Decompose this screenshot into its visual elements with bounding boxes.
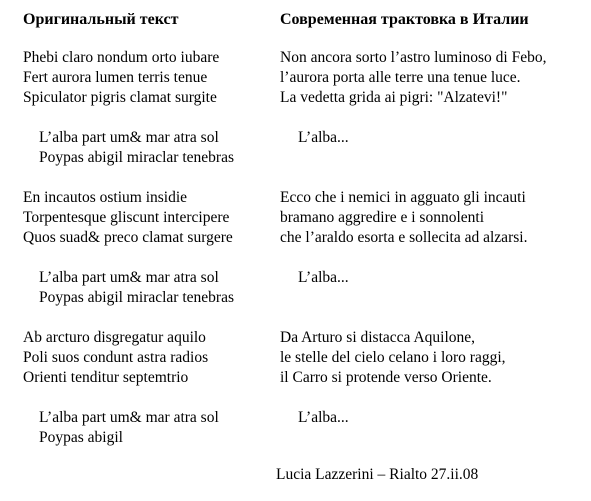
original-line: Quos suad& preco clamat surgere bbox=[23, 229, 233, 246]
original-line: Fert aurora lumen terris tenue bbox=[23, 69, 208, 86]
modern-refrain-spacer bbox=[298, 288, 585, 308]
modern-stanza-2 bbox=[280, 188, 585, 248]
modern-stanza-3 bbox=[280, 328, 585, 388]
original-line: Torpentesque gliscunt intercipere bbox=[23, 209, 230, 226]
modern-stanza-1 bbox=[280, 48, 585, 108]
modern-line: che l’araldo esorta e sollecita ad alzarsi. bbox=[280, 229, 528, 246]
original-line: Spiculator pigris clamat surgite bbox=[23, 89, 217, 106]
modern-refrain-spacer bbox=[298, 148, 585, 168]
modern-refrain-line: L’alba... bbox=[298, 409, 349, 426]
modern-refrain-1 bbox=[280, 128, 585, 168]
original-line: En incautos ostium insidie bbox=[23, 189, 188, 206]
modern-refrain-line: L’alba... bbox=[298, 269, 349, 286]
modern-line: il Carro si protende verso Oriente. bbox=[280, 369, 492, 386]
original-stanza-3 bbox=[23, 328, 273, 388]
original-refrain-3 bbox=[23, 408, 273, 448]
original-line: Orienti tenditur septemtrio bbox=[23, 369, 189, 386]
modern-line: Da Arturo si distacca Aquilone, bbox=[280, 329, 475, 346]
modern-interpretation-column bbox=[280, 10, 585, 448]
original-refrain-line: L’alba part um& mar atra sol bbox=[39, 269, 219, 286]
modern-refrain-line: L’alba... bbox=[298, 129, 349, 146]
original-stanza-2 bbox=[23, 188, 273, 248]
modern-line: Non ancora sorto l’astro luminoso di Febo, bbox=[280, 49, 547, 66]
original-refrain-line: Poypas abigil bbox=[39, 429, 123, 446]
original-refrain-line: Poypas abigil miraclar tenebras bbox=[39, 289, 234, 306]
original-refrain-line: L’alba part um& mar atra sol bbox=[39, 409, 219, 426]
original-text-column bbox=[23, 10, 273, 468]
original-refrain-2 bbox=[23, 268, 273, 308]
original-text-heading: Оригинальный текст bbox=[23, 11, 179, 28]
modern-line: l’aurora porta alle terre una tenue luce. bbox=[280, 69, 521, 86]
original-line: Poli suos condunt astra radios bbox=[23, 349, 209, 366]
modern-line: Ecco che i nemici in agguato gli incauti bbox=[280, 189, 526, 206]
modern-interpretation-heading: Современная трактовка в Италии bbox=[280, 11, 529, 28]
modern-line: La vedetta grida ai pigri: "Alzatevi!" bbox=[280, 89, 508, 106]
original-stanza-1 bbox=[23, 48, 273, 108]
original-refrain-1 bbox=[23, 128, 273, 168]
original-line: Ab arcturo disgregatur aquilo bbox=[23, 329, 206, 346]
modern-refrain-2 bbox=[280, 268, 585, 308]
signature-attribution: Lucia Lazzerini – Rialto 27.ii.08 bbox=[276, 466, 479, 483]
modern-line: bramano aggredire e i sonnolenti bbox=[280, 209, 485, 226]
modern-line: le stelle del cielo celano i loro raggi, bbox=[280, 349, 506, 366]
original-line: Phebi claro nondum orto iubare bbox=[23, 49, 220, 66]
modern-refrain-3 bbox=[280, 408, 585, 428]
original-refrain-line: Poypas abigil miraclar tenebras bbox=[39, 149, 234, 166]
original-refrain-line: L’alba part um& mar atra sol bbox=[39, 129, 219, 146]
